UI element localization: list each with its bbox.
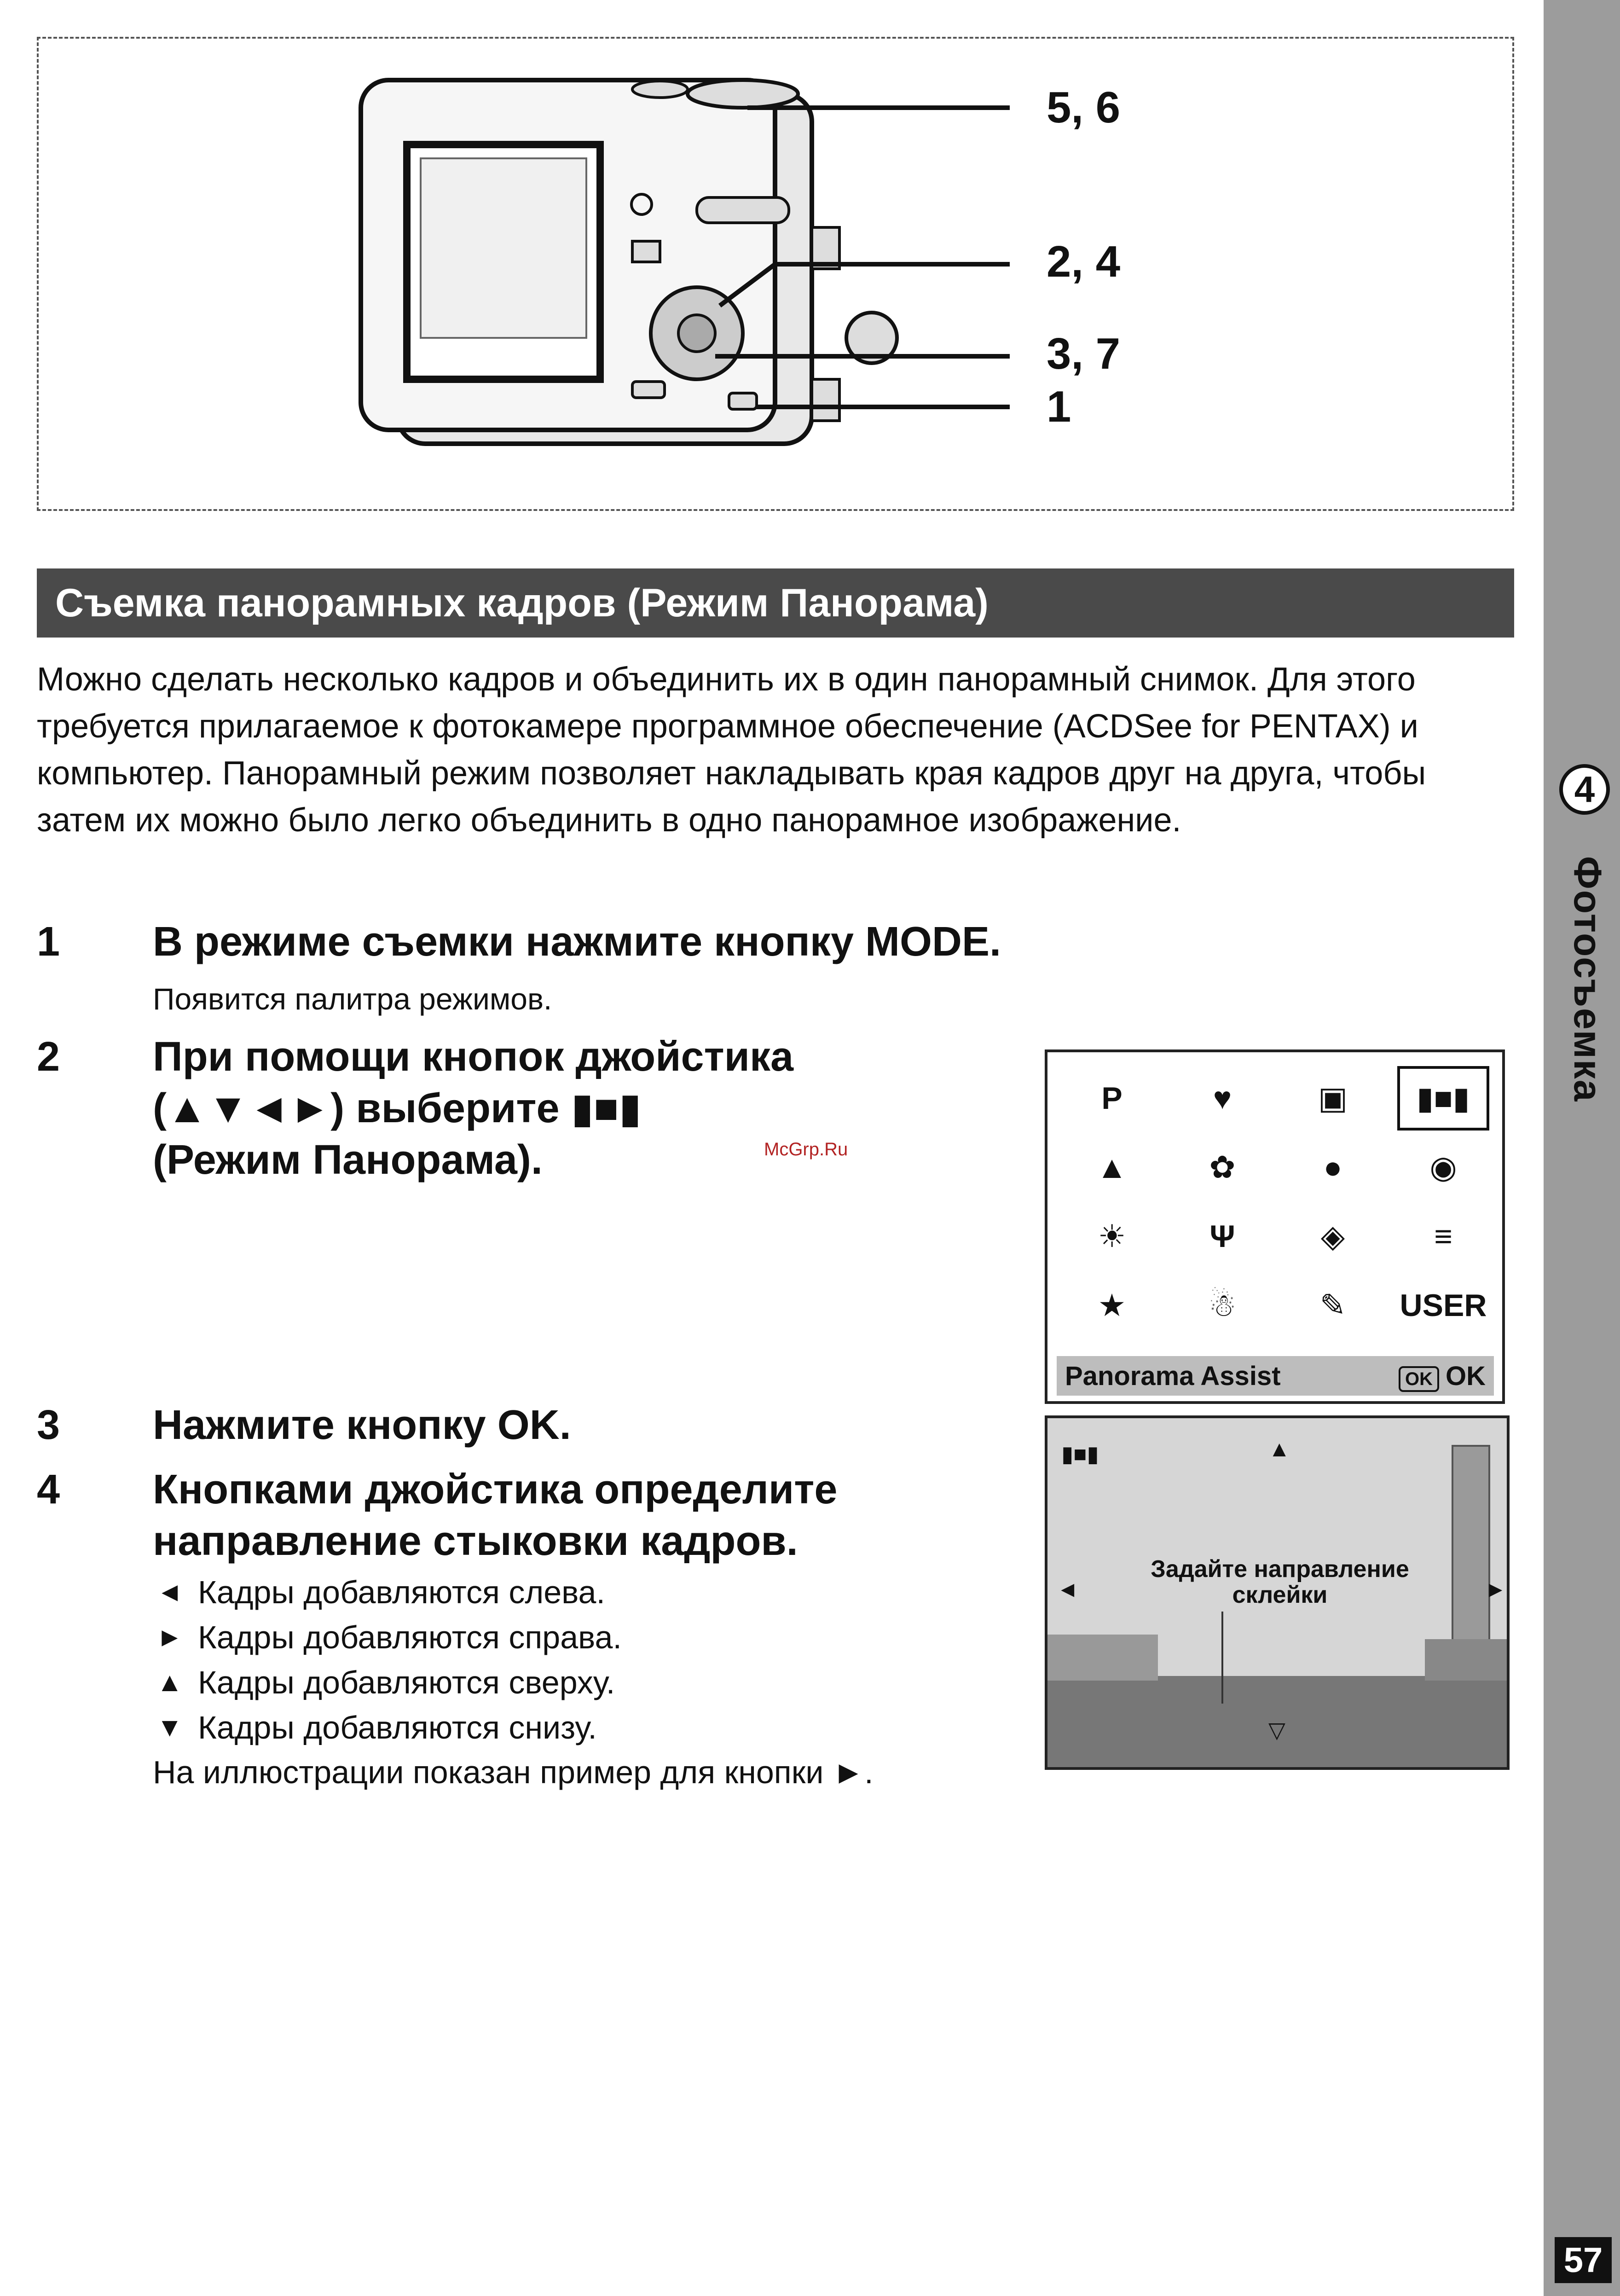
direction-prompt-line1: Задайте направление (1151, 1556, 1409, 1583)
mode-palette-screen (1045, 1049, 1505, 1404)
direction-text: Кадры добавляются снизу. (198, 1710, 597, 1745)
pet-mode-icon[interactable]: ◈ (1320, 1218, 1345, 1254)
landscape-mode-icon[interactable]: ▲ (1096, 1150, 1128, 1185)
frame-composite-mode-icon[interactable]: ✎ (1319, 1287, 1346, 1323)
arrow-right-icon[interactable]: ► (1485, 1577, 1507, 1602)
section-heading: Съемка панорамных кадров (Режим Панорама) (37, 568, 1514, 638)
arrow-down-icon: ▼ (156, 1712, 183, 1742)
callout-5-6: 5, 6 (1047, 83, 1121, 132)
list-item (156, 1615, 1031, 1660)
camera-drawing (39, 39, 1516, 513)
sunset-mode-icon[interactable]: ☀ (1098, 1218, 1126, 1254)
chapter-badge: 4 (1559, 764, 1610, 815)
camera-illustration (37, 37, 1514, 511)
step-2-number: 2 (37, 1034, 60, 1080)
step-1-number: 1 (37, 919, 60, 965)
sport-mode-icon[interactable]: ★ (1098, 1287, 1126, 1323)
arrow-up-icon: ▲ (156, 1667, 183, 1697)
direction-prompt-line2: склейки (1232, 1582, 1328, 1608)
intro-paragraph: Можно сделать несколько кадров и объединить их в один панорамный снимок. Для этого требуется прилагаемое к фотокамере программное обеспечение (ACDSee for PENTAX) и компьютер. Панорамный режим позволяет накладывать края кадров друг на друга, чтобы затем их можно было легко объединить в одно панорамное изображение. (37, 661, 1426, 839)
arrow-down-icon[interactable]: ▽ (1268, 1718, 1285, 1743)
step-4-title-line1: Кнопками джойстика определите (153, 1467, 838, 1513)
callout-3-7: 3, 7 (1047, 329, 1121, 378)
panorama-mode-indicator-icon: ▮■▮ (1061, 1442, 1099, 1467)
text-mode-icon[interactable]: ≡ (1434, 1219, 1452, 1254)
ok-label: OK (1446, 1361, 1486, 1391)
callout-2-4: 2, 4 (1047, 237, 1121, 286)
step-4-number: 4 (37, 1467, 60, 1513)
palette-mode-name: Panorama Assist (1065, 1361, 1281, 1391)
program-mode-icon[interactable]: P (1101, 1081, 1122, 1116)
step-1-note: Появится палитра режимов. (153, 982, 552, 1016)
snow-mode-icon[interactable]: ☃ (1208, 1287, 1237, 1323)
step-3-title: Нажмите кнопку OK. (153, 1402, 571, 1448)
movie-mode-icon[interactable]: ▣ (1318, 1080, 1348, 1116)
arrow-right-icon: ► (156, 1622, 183, 1652)
direction-text: Кадры добавляются слева. (198, 1574, 605, 1610)
ok-hint (1399, 1361, 1486, 1392)
step-2-title-line1: При помощи кнопок джойстика (153, 1034, 794, 1080)
list-item (156, 1705, 1031, 1750)
direction-prompt (1107, 1556, 1452, 1608)
food-mode-icon[interactable]: Ψ (1209, 1219, 1235, 1254)
step-2-title-line2: (▲▼◄►) выберите ▮■▮ (153, 1085, 642, 1131)
list-item (156, 1570, 1031, 1615)
portrait-mode-icon[interactable]: ♥ (1213, 1081, 1232, 1116)
self-portrait-mode-icon[interactable]: ◉ (1429, 1149, 1457, 1185)
direction-list (156, 1570, 1031, 1750)
direction-text: Кадры добавляются сверху. (198, 1664, 615, 1700)
chapter-label: Фотосъемка (1566, 856, 1609, 1102)
arrow-left-icon: ◄ (156, 1577, 183, 1607)
arrow-left-icon[interactable]: ◄ (1057, 1577, 1079, 1602)
illustration-note: На иллюстрации показан пример для кнопки ►. (153, 1754, 874, 1790)
list-item (156, 1660, 1031, 1705)
user-mode-icon[interactable]: USER (1400, 1288, 1487, 1323)
direction-text: Кадры добавляются справа. (198, 1619, 622, 1655)
watermark-text: McGrp.Ru (764, 1139, 848, 1160)
step-2-title-line3: (Режим Панорама). (153, 1137, 543, 1183)
palette-status-bar (1057, 1356, 1494, 1396)
step-1-title: В режиме съемки нажмите кнопку MODE. (153, 919, 1001, 965)
step-3-number: 3 (37, 1402, 60, 1448)
arrow-up-icon[interactable]: ▲ (1268, 1437, 1290, 1461)
panorama-assist-screen (1045, 1415, 1510, 1770)
soft-portrait-mode-icon[interactable]: ● (1323, 1150, 1342, 1185)
mode-palette-grid (1066, 1066, 1489, 1333)
panorama-mode-icon[interactable]: ▮■▮ (1397, 1066, 1489, 1131)
callout-1: 1 (1047, 382, 1071, 431)
page-number: 57 (1555, 2237, 1612, 2283)
step-4-title-line2: направление стыковки кадров. (153, 1518, 798, 1564)
ok-key-icon: OK (1399, 1366, 1439, 1392)
flower-mode-icon[interactable]: ✿ (1209, 1149, 1236, 1185)
